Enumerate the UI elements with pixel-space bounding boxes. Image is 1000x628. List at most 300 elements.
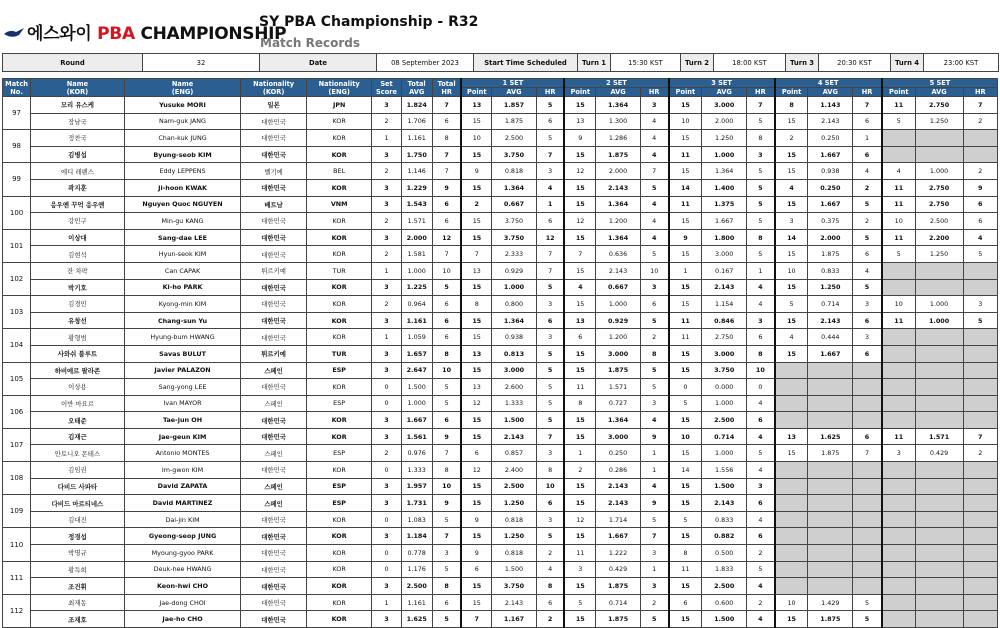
total-hr: 10 [432,262,461,279]
table-row [3,528,998,545]
set-2-hr: 4 [640,130,668,147]
player-name-eng: Chang-sun Yu [124,312,241,329]
set-2-point: 12 [564,213,595,230]
set-4-avg [808,561,853,578]
turn-4-time: 23:00 KST [924,54,999,72]
set-1-hr: 8 [536,578,564,595]
set-4-hr: 3 [853,329,882,346]
set-3-avg: 1.375 [702,196,747,213]
set-3-avg: 0.714 [702,428,747,445]
total-hr: 5 [432,561,461,578]
total-hr: 6 [432,113,461,130]
set-3-hr: 8 [747,229,775,246]
set-4-point-header: Point [775,88,808,97]
set-3-avg-header: AVG [702,88,747,97]
set-5-point [882,528,915,545]
set-3-hr: 5 [747,179,775,196]
set-5-hr [963,478,997,495]
nationality-eng: KOR [306,528,372,545]
set-5-point [882,495,915,512]
nationality-kor: 대한민국 [241,312,307,329]
set-2-avg: 1.364 [596,229,641,246]
set-1-hr: 5 [536,395,564,412]
set-5-point [882,511,915,528]
set-5-avg [915,528,963,545]
nationality-kor: 대한민국 [241,146,307,163]
set-2-avg: 1.875 [596,611,641,628]
player-name-kor: 김현석 [31,246,125,263]
set-3-point: 5 [669,511,702,528]
set-4-hr: 6 [853,312,882,329]
set-score: 3 [372,196,401,213]
set-4-avg: 1.250 [808,279,853,296]
set-2-hr: 4 [640,412,668,429]
player-name-eng: Javier PALAZON [124,362,241,379]
set-5-point: 11 [882,229,915,246]
set-5-avg [915,146,963,163]
set-1-hr: 7 [536,428,564,445]
set-4-avg: 1.875 [808,611,853,628]
set-5-avg [915,395,963,412]
set-1-hr: 2 [536,545,564,562]
set-1-point: 7 [461,611,491,628]
nationality-eng: JPN [306,97,372,114]
set-5-avg [915,362,963,379]
set-3-hr: 6 [747,495,775,512]
match-number: 97 [3,97,31,130]
total-avg: 1.225 [401,279,432,296]
set-5-hr [963,329,997,346]
set-5-point [882,262,915,279]
set-1-point: 15 [461,578,491,595]
logo-brand: PBA [97,24,135,44]
set-4-avg: 1.143 [808,97,853,114]
set-score: 3 [372,146,401,163]
set-1-hr: 12 [536,229,564,246]
set-1-hr: 6 [536,594,564,611]
set-2-point: 15 [564,362,595,379]
set-5-avg [915,545,963,562]
set-1-avg: 0.813 [492,345,537,362]
set-4-point [775,462,808,479]
set-3-hr: 3 [747,478,775,495]
set-3-hr: 3 [747,146,775,163]
set-5-point: 11 [882,428,915,445]
table-row [3,113,998,130]
set-3-avg: 1.400 [702,179,747,196]
total-avg: 1.176 [401,561,432,578]
col-set-4: 4 SET [775,79,882,88]
set-1-avg: 0.818 [492,511,537,528]
set-5-hr [963,146,997,163]
set-score: 0 [372,462,401,479]
set-3-hr: 6 [747,528,775,545]
player-name-kor: 유창선 [31,312,125,329]
set-2-point: 8 [564,395,595,412]
set-2-hr: 7 [640,163,668,180]
set-5-hr [963,462,997,479]
set-2-point: 15 [564,262,595,279]
match-number: 106 [3,395,31,428]
total-avg: 0.964 [401,296,432,313]
set-4-point: 14 [775,229,808,246]
total-avg: 1.561 [401,428,432,445]
total-hr: 7 [432,445,461,462]
table-row [3,213,998,230]
set-1-point: 2 [461,196,491,213]
total-avg: 0.778 [401,545,432,562]
nationality-kor: 튀르키예 [241,345,307,362]
set-1-avg: 0.800 [492,296,537,313]
set-3-point: 10 [669,428,702,445]
set-4-hr [853,478,882,495]
set-5-avg [915,329,963,346]
set-3-point: 14 [669,462,702,479]
player-name-eng: David ZAPATA [124,478,241,495]
set-5-point: 11 [882,196,915,213]
set-5-hr [963,262,997,279]
player-name-eng: Kyong-min KIM [124,296,241,313]
total-avg: 0.976 [401,445,432,462]
set-2-avg-header: AVG [596,88,641,97]
table-row [3,561,998,578]
table-row [3,246,998,263]
set-5-avg: 1.571 [915,428,963,445]
table-row [3,229,998,246]
set-3-avg: 2.143 [702,279,747,296]
match-records-table [2,78,998,628]
set-5-point [882,279,915,296]
set-5-avg [915,578,963,595]
col-total-hr: Total HR [432,79,461,97]
total-hr: 6 [432,196,461,213]
total-hr: 5 [432,279,461,296]
set-1-point: 15 [461,528,491,545]
nationality-eng: KOR [306,296,372,313]
set-1-hr: 6 [536,312,564,329]
nationality-kor: 대한민국 [241,329,307,346]
set-score: 1 [372,594,401,611]
col-nat-eng: Nationality (ENG) [306,79,372,97]
set-1-hr: 5 [536,412,564,429]
set-5-avg: 2.750 [915,97,963,114]
total-hr: 8 [432,578,461,595]
set-3-hr: 5 [747,246,775,263]
nationality-kor: 대한민국 [241,130,307,147]
set-score: 3 [372,229,401,246]
set-2-hr: 3 [640,395,668,412]
set-4-point: 15 [775,279,808,296]
player-name-eng: Ivan MAYOR [124,395,241,412]
nationality-kor: 스페인 [241,478,307,495]
player-name-eng: Jae-geun KIM [124,428,241,445]
set-2-hr: 3 [640,279,668,296]
total-hr: 6 [432,594,461,611]
player-name-kor: 황형범 [31,329,125,346]
set-4-hr: 2 [853,213,882,230]
set-3-point: 15 [669,362,702,379]
total-hr: 7 [432,246,461,263]
set-3-point: 11 [669,561,702,578]
nationality-kor: 스페인 [241,362,307,379]
set-2-avg: 1.200 [596,213,641,230]
set-4-avg: 1.429 [808,594,853,611]
set-4-point: 15 [775,113,808,130]
set-4-avg: 2.143 [808,113,853,130]
set-2-avg: 0.667 [596,279,641,296]
set-4-avg: 2.000 [808,229,853,246]
set-1-avg: 1.875 [492,113,537,130]
set-score: 1 [372,262,401,279]
set-3-avg: 2.750 [702,329,747,346]
total-hr: 7 [432,163,461,180]
set-2-hr: 1 [640,561,668,578]
total-avg: 1.657 [401,345,432,362]
set-4-hr: 5 [853,594,882,611]
set-4-point: 2 [775,130,808,147]
set-3-avg: 1.250 [702,130,747,147]
set-1-point: 9 [461,545,491,562]
set-1-avg: 1.167 [492,611,537,628]
set-2-avg: 1.364 [596,196,641,213]
set-3-avg: 0.882 [702,528,747,545]
logo-korean: 에스와이 [27,24,92,44]
player-name-kor: 정찬국 [31,130,125,147]
set-1-hr: 3 [536,511,564,528]
total-avg: 1.731 [401,495,432,512]
set-2-avg: 1.875 [596,146,641,163]
set-5-point: 5 [882,246,915,263]
set-5-point [882,594,915,611]
set-2-point: 15 [564,495,595,512]
total-hr: 5 [432,395,461,412]
set-1-hr: 7 [536,246,564,263]
set-4-avg [808,478,853,495]
player-name-kor: 이상대 [31,229,125,246]
set-5-hr [963,578,997,595]
player-name-eng: Nguyen Quoc NGUYEN [124,196,241,213]
set-5-hr: 7 [963,97,997,114]
set-4-hr: 6 [853,428,882,445]
set-score: 3 [372,528,401,545]
player-name-eng: Hyun-seok KIM [124,246,241,263]
set-1-avg: 1.364 [492,179,537,196]
set-2-hr: 4 [640,146,668,163]
total-avg: 1.581 [401,246,432,263]
total-avg: 1.706 [401,113,432,130]
set-5-hr: 4 [963,229,997,246]
set-5-point [882,545,915,562]
set-5-hr: 5 [963,246,997,263]
set-1-point: 6 [461,561,491,578]
set-3-hr: 4 [747,611,775,628]
set-3-avg: 1.154 [702,296,747,313]
nationality-eng: KOR [306,312,372,329]
set-1-avg-header: AVG [492,88,537,97]
player-name-eng: Byung-seob KIM [124,146,241,163]
nationality-kor: 대한민국 [241,528,307,545]
turn-3-time: 20:30 KST [819,54,891,72]
set-5-avg: 2.750 [915,179,963,196]
nationality-kor: 대한민국 [241,246,307,263]
set-2-hr: 3 [640,578,668,595]
table-row [3,97,998,114]
set-5-point: 5 [882,113,915,130]
nationality-eng: KOR [306,511,372,528]
nationality-eng: KOR [306,179,372,196]
set-5-avg [915,345,963,362]
set-4-hr: 6 [853,113,882,130]
set-score: 0 [372,395,401,412]
set-5-point [882,395,915,412]
set-4-hr: 1 [853,130,882,147]
total-avg: 1.083 [401,511,432,528]
set-2-avg: 2.143 [596,478,641,495]
set-2-hr: 1 [640,462,668,479]
nationality-eng: KOR [306,462,372,479]
player-name-eng: Min-gu KANG [124,213,241,230]
set-2-avg: 1.364 [596,412,641,429]
set-2-point-header: Point [564,88,595,97]
set-5-hr: 5 [963,312,997,329]
set-1-avg: 2.600 [492,379,537,396]
set-score: 3 [372,611,401,628]
player-name-kor: 에디 레펜스 [31,163,125,180]
set-3-avg: 1.667 [702,213,747,230]
total-hr: 6 [432,296,461,313]
set-3-point: 8 [669,545,702,562]
nationality-kor: 대한민국 [241,462,307,479]
set-2-avg: 1.875 [596,362,641,379]
set-1-avg: 0.667 [492,196,537,213]
set-4-avg: 1.667 [808,196,853,213]
set-4-point: 10 [775,594,808,611]
player-name-kor: 김임권 [31,462,125,479]
set-score: 0 [372,545,401,562]
set-3-avg: 3.000 [702,246,747,263]
nationality-eng: KOR [306,379,372,396]
set-1-hr: 6 [536,495,564,512]
set-5-hr [963,528,997,545]
nationality-kor: 대한민국 [241,229,307,246]
set-2-point: 15 [564,196,595,213]
set-5-point: 11 [882,312,915,329]
player-name-eng: Ki-ho PARK [124,279,241,296]
set-2-hr: 3 [640,545,668,562]
total-avg: 1.625 [401,611,432,628]
set-4-point: 3 [775,213,808,230]
total-avg: 1.000 [401,262,432,279]
set-4-avg: 1.667 [808,345,853,362]
total-hr: 6 [432,412,461,429]
set-5-point: 3 [882,445,915,462]
set-4-hr [853,395,882,412]
set-1-point: 15 [461,594,491,611]
set-score: 2 [372,113,401,130]
set-3-point: 15 [669,578,702,595]
set-1-point-header: Point [461,88,491,97]
set-1-point: 13 [461,97,491,114]
set-4-hr [853,561,882,578]
set-4-point: 15 [775,163,808,180]
set-2-avg: 0.929 [596,312,641,329]
set-4-point [775,495,808,512]
set-1-hr: 4 [536,179,564,196]
total-avg: 1.667 [401,412,432,429]
set-1-point: 13 [461,345,491,362]
set-5-hr [963,130,997,147]
set-2-hr: 4 [640,113,668,130]
col-name-kor: Name (KOR) [31,79,125,97]
start-time-label: Start Time Scheduled [474,54,578,72]
set-5-avg: 1.000 [915,296,963,313]
nationality-eng: KOR [306,545,372,562]
total-avg: 1.957 [401,478,432,495]
set-3-hr-header: HR [747,88,775,97]
nationality-kor: 스페인 [241,495,307,512]
set-3-point: 10 [669,113,702,130]
match-number: 101 [3,229,31,262]
nationality-kor: 벨기에 [241,163,307,180]
set-5-avg [915,611,963,628]
total-hr: 7 [432,146,461,163]
player-name-kor: 사와쉬 불루트 [31,345,125,362]
set-1-point: 15 [461,113,491,130]
set-1-hr: 10 [536,478,564,495]
player-name-eng: Deuk-hee HWANG [124,561,241,578]
player-name-eng: Sang-dae LEE [124,229,241,246]
set-3-avg: 0.846 [702,312,747,329]
set-4-hr: 5 [853,229,882,246]
turn-1-time: 15:30 KST [611,54,681,72]
set-1-point: 15 [461,495,491,512]
nationality-eng: ESP [306,478,372,495]
set-2-hr: 9 [640,495,668,512]
set-5-hr [963,345,997,362]
set-2-avg: 1.364 [596,97,641,114]
table-row [3,578,998,595]
total-avg: 1.184 [401,528,432,545]
col-match-no: Match No. [3,79,31,97]
set-3-avg: 3.000 [702,345,747,362]
set-score: 3 [372,179,401,196]
set-3-point: 15 [669,97,702,114]
table-row [3,262,998,279]
player-name-eng: David MARTINEZ [124,495,241,512]
set-3-point: 15 [669,130,702,147]
set-1-hr: 5 [536,279,564,296]
match-number: 108 [3,462,31,495]
set-3-point: 15 [669,296,702,313]
set-1-avg: 2.400 [492,462,537,479]
set-5-point [882,412,915,429]
set-4-avg: 0.833 [808,262,853,279]
set-2-point: 9 [564,130,595,147]
set-3-hr: 4 [747,578,775,595]
player-name-kor: 정경섭 [31,528,125,545]
set-2-hr: 4 [640,478,668,495]
set-1-point: 8 [461,296,491,313]
set-1-point: 7 [461,246,491,263]
set-2-hr: 5 [640,611,668,628]
set-5-avg [915,495,963,512]
set-4-hr [853,495,882,512]
table-row [3,412,998,429]
set-1-point: 15 [461,213,491,230]
total-avg: 1.824 [401,97,432,114]
set-score: 1 [372,329,401,346]
set-1-avg: 1.250 [492,495,537,512]
